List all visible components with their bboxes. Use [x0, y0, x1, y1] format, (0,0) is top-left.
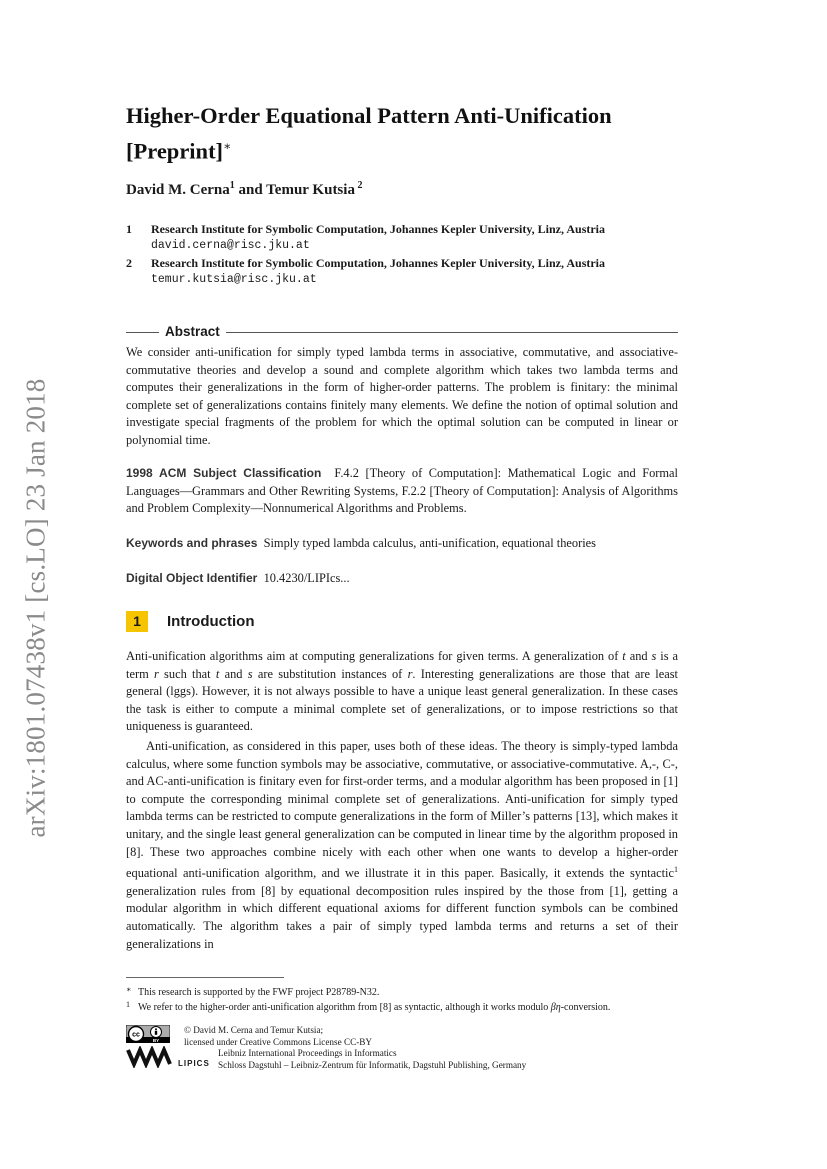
author-list — [126, 180, 362, 199]
author-connector: and — [234, 182, 267, 198]
footer-copyright: © David M. Cerna and Temur Kutsia; — [184, 1025, 324, 1035]
math-var: t — [622, 649, 626, 663]
cc-badge-text: cc — [132, 1031, 140, 1039]
affiliation-number: 2 — [126, 256, 132, 270]
footer-publisher: Schloss Dagstuhl – Leibniz-Zentrum für Informatik, Dagstuhl Publishing, Germany — [218, 1060, 527, 1070]
affiliation-number: 1 — [126, 222, 132, 236]
footer-series: Leibniz International Proceedings in Informatics — [218, 1048, 397, 1058]
keywords-label: Keywords and phrases — [126, 536, 258, 550]
section-title: Introduction — [167, 613, 255, 630]
cc-by-license-icon[interactable] — [126, 1025, 170, 1043]
paper-title — [126, 100, 706, 167]
author-1: David M. Cerna — [126, 182, 230, 198]
acm-classification — [126, 465, 678, 518]
footnote-mark: 1 — [126, 1000, 130, 1009]
section-number-badge: 1 — [126, 611, 148, 632]
author-1-affil: 1 — [229, 180, 235, 191]
keywords — [126, 535, 678, 553]
arxiv-id-text: arXiv:1801.07438v1 [cs.LO] 23 Jan 2018 — [20, 378, 51, 838]
doi — [126, 570, 678, 588]
affiliation-email[interactable]: temur.kutsia@risc.jku.at — [151, 273, 317, 286]
doi-text[interactable]: 10.4230/LIPIcs... — [263, 571, 350, 585]
text-run: is a term — [126, 649, 679, 681]
math-var: s — [247, 666, 253, 681]
text-run: are substitution instances of — [252, 666, 408, 681]
affiliation-name: Research Institute for Symbolic Computation, Johannes Kepler University, Linz, Austria — [151, 222, 606, 236]
text-run: generalization rules from [8] by equational decomposition rules inspired by the those from [1], getting a modular algorithm in which different equational axioms for different function symbols can be combined automatically. The algorithm takes a pair of simply typed lambda terms and returns a set of their generalizations in — [126, 883, 678, 951]
math-var: t — [215, 666, 220, 681]
keywords-text: Simply typed lambda calculus, anti-unification, equational theories — [263, 536, 596, 550]
affiliation-email[interactable]: david.cerna@risc.jku.at — [151, 239, 310, 252]
title-line-2: [Preprint] — [126, 138, 224, 164]
intro-paragraph-1 — [126, 648, 678, 736]
doi-label: Digital Object Identifier — [126, 571, 258, 585]
author-2: Temur Kutsia — [266, 182, 355, 198]
title-line-1: Higher-Order Equational Pattern Anti-Unification — [126, 103, 612, 128]
intro-paragraph-2 — [126, 738, 678, 953]
author-2-affil: 2 — [354, 180, 363, 191]
affiliation-name: Research Institute for Symbolic Computation, Johannes Kepler University, Linz, Austria — [151, 256, 606, 270]
math-expr: βη — [550, 1002, 561, 1013]
cc-by-text: BY — [152, 1038, 160, 1043]
text-run: . Interesting generalizations are those that are least general (lggs). However, it is not always possible to have a unique least general generalization. In these cases the task is either to compute a minimal complete set of generalizations, or to impose restrictions so that uniqueness is guaranteed. — [126, 666, 678, 734]
footnote-mark: ∗ — [126, 985, 132, 994]
text-run: and — [625, 649, 652, 663]
arxiv-side-stamp — [16, 368, 56, 848]
footnote-text: This research is supported by the FWF project P28789-N32. — [138, 987, 380, 998]
footnote-text — [138, 1001, 610, 1014]
abstract-text: We consider anti-unification for simply typed lambda terms in associative, commutative, and associative-commutative theories and develop a sound and complete algorithm which takes two lambda terms and computes their generalizations in the form of higher-order patterns. The problem is finitary: the minimal complete set of generalizations contains finitely many elements. We define the notion of optimal solution and investigate special fragments of the problem for which the optimal solution can be computed in linear or polynomial time. — [126, 345, 678, 447]
text-run: and — [219, 666, 248, 681]
footnote-rule — [126, 977, 284, 978]
lipics-logo-icon — [126, 1046, 176, 1068]
abstract-heading-rule — [126, 324, 678, 340]
text-run: We refer to the higher-order anti-unification algorithm from [8] as syntactic, although it works modulo — [138, 1002, 551, 1013]
math-var: r — [153, 666, 159, 681]
acm-label: 1998 ACM Subject Classification — [126, 466, 322, 480]
abstract-heading: Abstract — [159, 324, 226, 339]
footer-license: licensed under Creative Commons License CC-BY — [184, 1037, 373, 1047]
title-footnote-mark: ∗ — [223, 139, 232, 153]
footnote-ref[interactable]: 1 — [674, 865, 678, 875]
math-var: r — [407, 666, 413, 681]
math-var: s — [651, 649, 657, 663]
text-run: such that — [158, 666, 216, 681]
text-run: Anti-unification, as considered in this paper, uses both of these ideas. The theory is simply-typed lambda calculus, where some function symbols may be associative, commutative, or associative-commutative. A,-, C-, and AC-anti-unification is finitary even for first-order terms, and a modular algorithm has been proposed in [1] to compute the corresponding minimal complete set of generalizations. Anti-unification for simply typed lambda terms can be restricted to compute generalizations in the form of Miller’s patterns [13], which makes it unitary, and the single least general generalization can be computed in linear time by the algorithm proposed in [8]. These two approaches combine nicely with each other when one wants to develop a higher-order equational anti-unification algorithm, and we illustrate it in this paper. Basically, it extends the syntactic — [126, 739, 678, 881]
text-run: Anti-unification algorithms aim at computing generalizations for given terms. A generalization of — [126, 649, 623, 663]
acm-text: F.4.2 [Theory of Computation]: Mathematical Logic and Formal Languages—Grammars and Other Rewriting Systems, F.2.2 [Theory of Computation]: Analysis of Algorithms and Problem Complexity—Nonnumerical Algorithms and Problems. — [126, 466, 678, 516]
lipics-wordmark: LIPICS — [178, 1059, 210, 1068]
text-run: -conversion. — [560, 1002, 611, 1013]
